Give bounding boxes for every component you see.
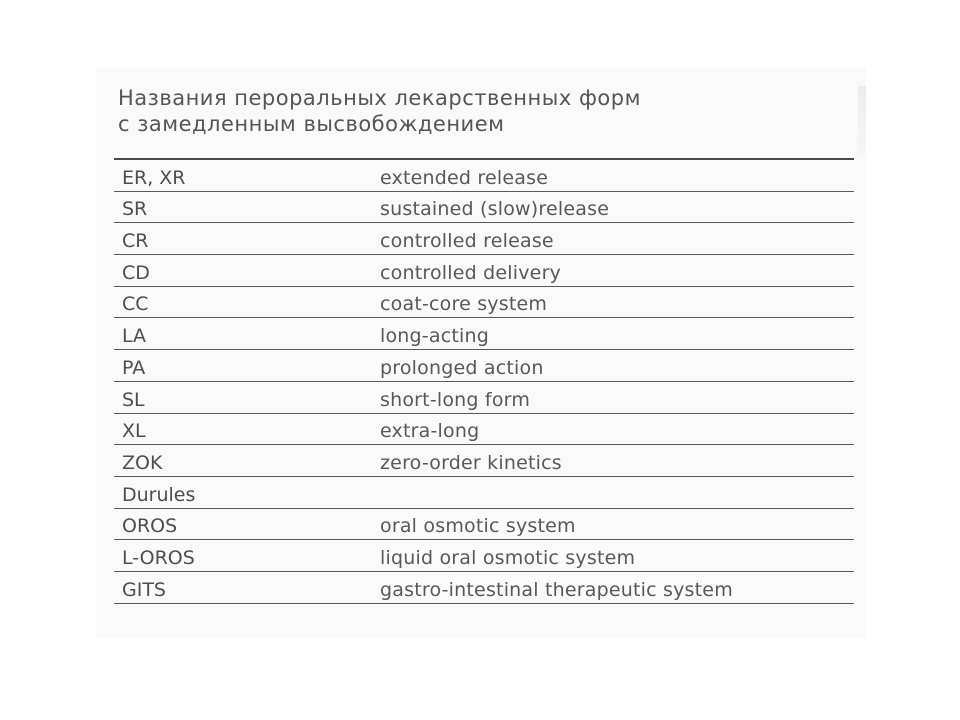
abbreviation-cell: L-OROS bbox=[122, 546, 195, 569]
table-row bbox=[114, 223, 854, 255]
table-row bbox=[114, 509, 854, 541]
title-line-1: Названия пероральных лекарственных форм bbox=[118, 86, 641, 110]
abbreviation-cell: SR bbox=[122, 198, 148, 221]
table-row bbox=[114, 414, 854, 446]
abbreviation-cell: ER, XR bbox=[122, 166, 186, 189]
description-cell: controlled delivery bbox=[380, 261, 562, 284]
abbreviation-cell: ZOK bbox=[122, 451, 163, 474]
table-row bbox=[114, 287, 854, 319]
description-cell: extra-long bbox=[380, 420, 480, 443]
table-row bbox=[114, 445, 854, 477]
description-cell: oral osmotic system bbox=[380, 515, 576, 538]
table-row bbox=[114, 350, 854, 382]
description-cell: prolonged action bbox=[380, 356, 544, 379]
table-row bbox=[114, 160, 854, 192]
abbreviation-cell: PA bbox=[122, 356, 146, 379]
scan-edge-shadow bbox=[858, 86, 866, 156]
abbreviation-cell: GITS bbox=[122, 578, 166, 601]
table-row bbox=[114, 540, 854, 572]
dosage-forms-table bbox=[114, 158, 854, 604]
abbreviation-cell: XL bbox=[122, 420, 146, 443]
table-row bbox=[114, 318, 854, 350]
table-row bbox=[114, 382, 854, 414]
abbreviation-cell: SL bbox=[122, 388, 145, 411]
table-row bbox=[114, 255, 854, 287]
abbreviation-cell: LA bbox=[122, 325, 147, 348]
abbreviation-cell: CD bbox=[122, 261, 150, 284]
description-cell: sustained (slow)release bbox=[380, 198, 610, 221]
description-cell: controlled release bbox=[380, 230, 554, 253]
table-row bbox=[114, 477, 854, 509]
title-line-2: с замедленным высвобождением bbox=[118, 112, 505, 136]
table-title bbox=[118, 85, 641, 137]
description-cell: zero-order kinetics bbox=[380, 451, 562, 474]
abbreviation-cell: CR bbox=[122, 230, 149, 253]
table-row bbox=[114, 572, 854, 604]
description-cell: gastro-intestinal therapeutic system bbox=[380, 578, 733, 601]
abbreviation-cell: Durules bbox=[122, 483, 196, 506]
description-cell: long-acting bbox=[380, 325, 489, 348]
description-cell: short-long form bbox=[380, 388, 531, 411]
scanned-page bbox=[96, 68, 866, 638]
abbreviation-cell: OROS bbox=[122, 515, 178, 538]
description-cell: liquid oral osmotic system bbox=[380, 546, 636, 569]
abbreviation-cell: CC bbox=[122, 293, 149, 316]
description-cell: coat-core system bbox=[380, 293, 548, 316]
description-cell: extended release bbox=[380, 166, 549, 189]
table-row bbox=[114, 192, 854, 224]
